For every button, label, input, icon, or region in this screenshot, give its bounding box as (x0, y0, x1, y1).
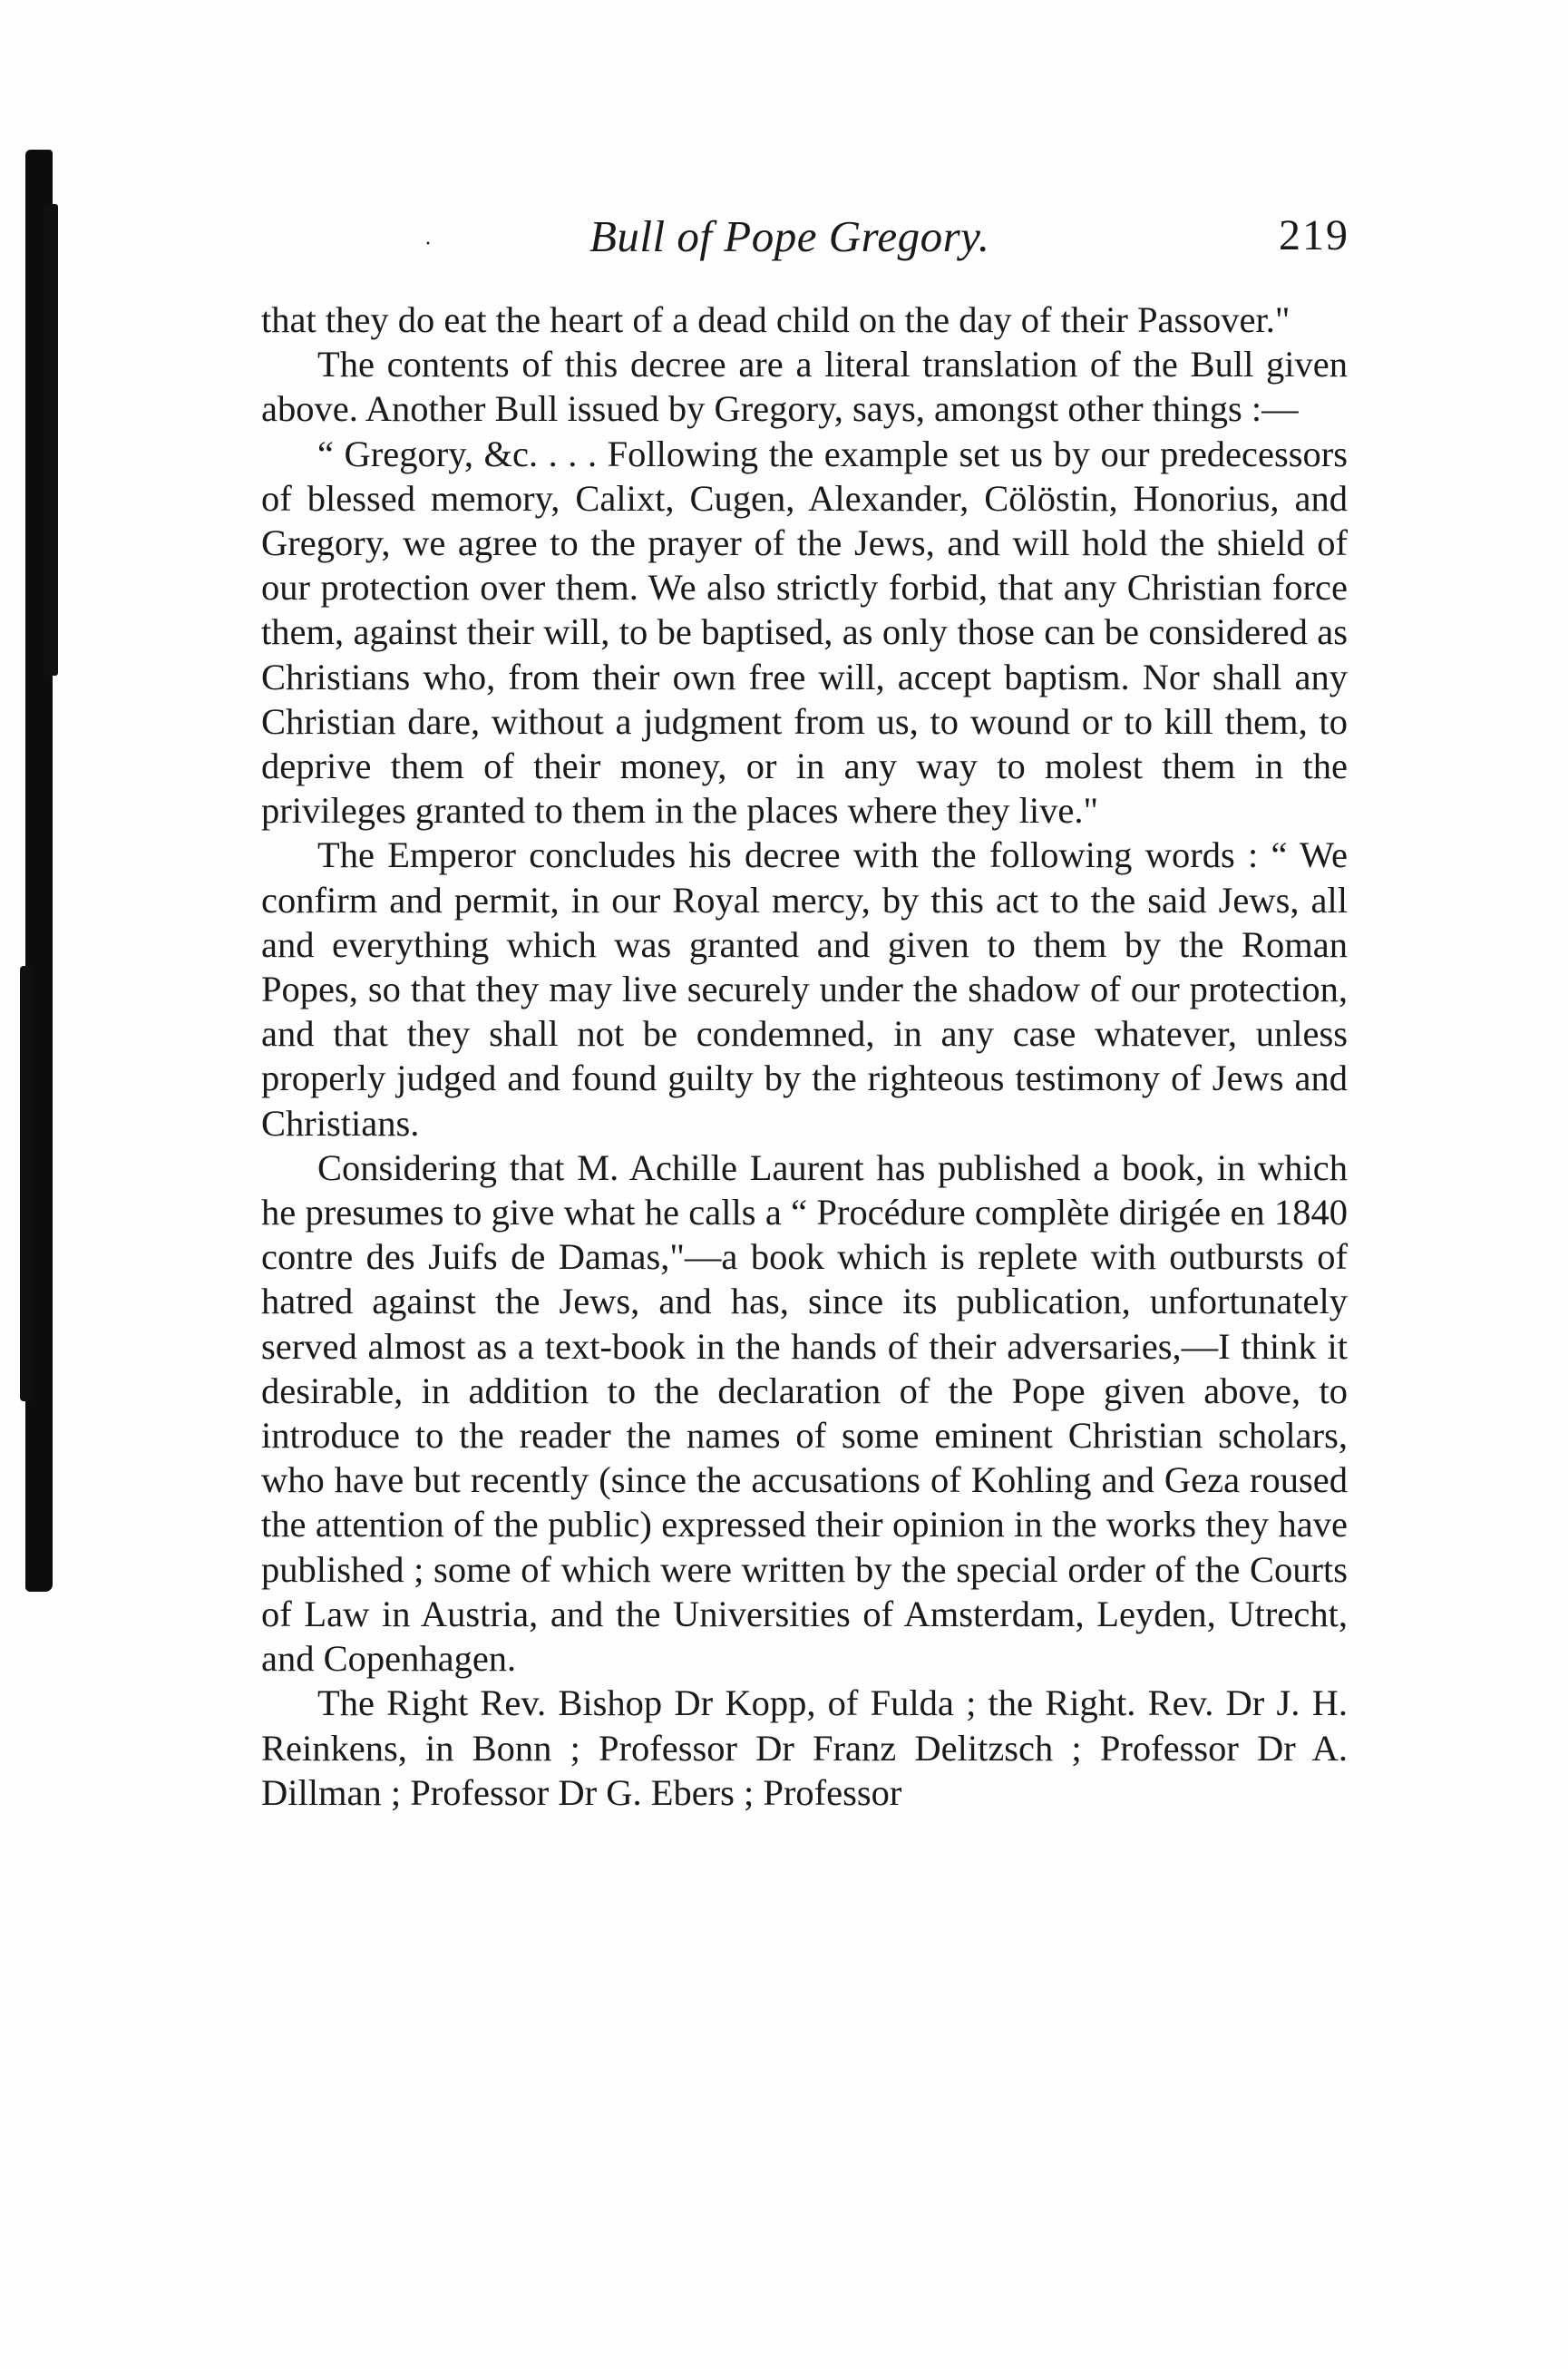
page-number: 219 (1279, 211, 1349, 259)
header-dot: · (424, 232, 432, 256)
paragraph-continuation: that they do eat the heart of a dead child on the day of their Passover." (261, 299, 1290, 340)
paragraph-decree-contents: The contents of this decree are a literal translation of the Bull given above. Another Bull issued by Gregory, says, amongst other things :— (261, 344, 1348, 430)
paragraph-laurent-book: Considering that M. Achille Laurent has published a book, in which he presumes to give what he calls a “ Procédure complète dirigée en 1840 contre des Juifs de Damas,"—a book which is replete with outbursts of hatred against the Jews, and has, since its publication, unfortunately served almost as a text-book in the hands of their adversaries,—I think it desirable, in addition to the declaration of the Pope given above, to introduce to the reader the names of some eminent Christian scholars, who have but recently (since the accusations of Kohling and Geza roused the attention of the public) expressed their opinion in the works they have published ; some of which were written by the special order of the Courts of Law in Austria, and the Universities of Amsterdam, Leyden, Utrecht, and Copenhagen. (261, 1146, 1348, 1680)
scan-binding-shadow (25, 150, 53, 1592)
paragraph-emperor-decree: The Emperor concludes his decree with the following words : “ We confirm and permit, in our Royal mercy, by this act to the said Jews, all and everything which was granted and given to them by the Roman Popes, so that they may live securely under the shadow of our protection, and that they shall not be condemned, in any case whatever, unless properly judged and found guilty by the righteous testimony of Jews and Christians. (261, 834, 1348, 1144)
page-header (261, 210, 1349, 265)
running-title: Bull of Pope Gregory. (589, 211, 990, 261)
paragraph-scholars-list: The Right Rev. Bishop Dr Kopp, of Fulda ; the Right. Rev. Dr J. H. Reinkens, in Bonn ; Professor Dr Franz Delitzsch ; Professor Dr A. Dillman ; Professor Dr G. Ebers ; Professor (261, 1682, 1348, 1813)
paragraph-gregory-quote: “ Gregory, &c. . . . Following the example set us by our predecessors of blessed memory, Calixt, Cugen, Alexander, Cölöstin, Honorius, and Gregory, we agree to the prayer of the Jews, and will hold the shield of our protection over them. We also strictly forbid, that any Christian force them, against their will, to be baptised, as only those can be considered as Christians who, from their own free will, accept baptism. Nor shall any Christian dare, without a judgment from us, to wound or to kill them, to deprive them of their money, or in any way to molest them in the privileges granted to them in the places where they live." (261, 433, 1348, 832)
body-text (261, 297, 1348, 1815)
